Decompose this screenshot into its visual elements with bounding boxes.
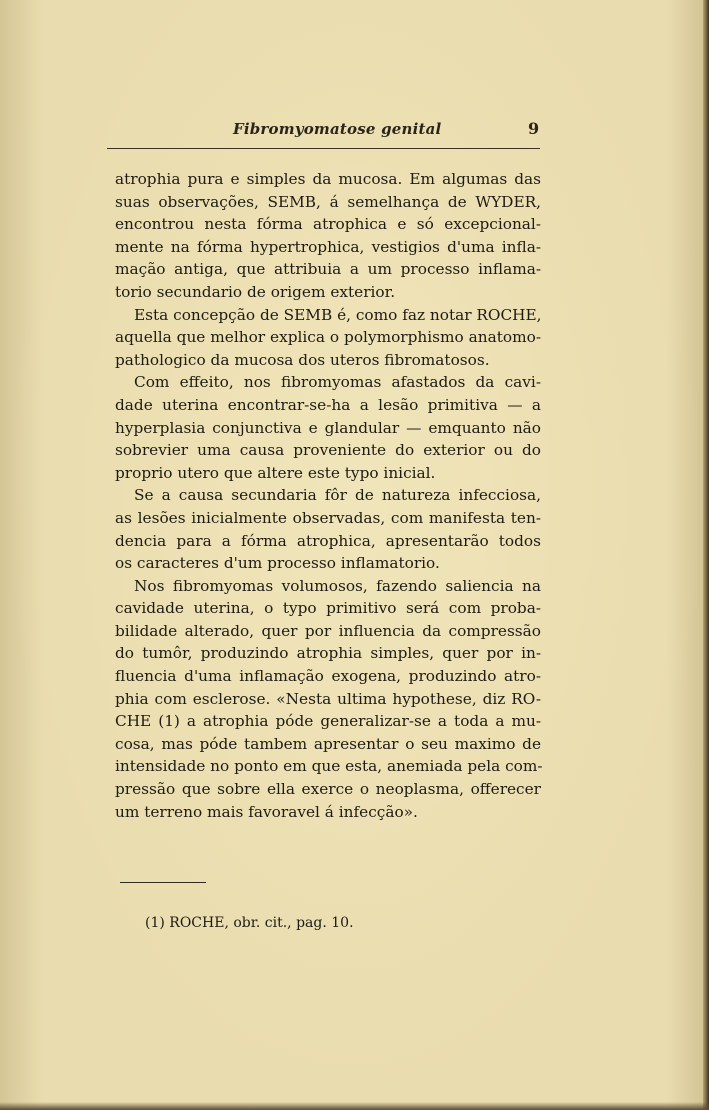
page-edge-bottom [0, 1102, 709, 1110]
text-line: proprio utero que altere este typo inicial. [115, 463, 436, 482]
text-line: intensidade no ponto em que esta, anemiada pela com- [115, 757, 543, 776]
text-line: do tumôr, produzindo atrophia simples, quer por in- [115, 644, 541, 663]
text-line: CHE (1) a atrophia póde generalizar-se a toda a mu- [115, 712, 541, 731]
footnote-rule [120, 882, 206, 883]
paragraph [115, 371, 541, 484]
text-line: suas observações, SEMB, á semelhança de WYDER, [115, 192, 541, 211]
paragraph [115, 575, 541, 824]
paragraph [115, 304, 541, 372]
paragraph [115, 168, 541, 304]
text-line: torio secundario de origem exterior. [115, 282, 396, 301]
text-line: sobrevier uma causa proveniente do exterior ou do [115, 441, 541, 460]
text-line: dencia para a fórma atrophica, apresentarão todos [115, 531, 541, 550]
body-text [115, 168, 541, 823]
text-line: cosa, mas póde tambem apresentar o seu maximo de [115, 734, 541, 753]
text-line: pressão que sobre ella exerce o neoplasma, offerecer [115, 780, 541, 799]
text-line: encontrou nesta fórma atrophica e só excepcional- [115, 215, 541, 234]
text-line: um terreno mais favoravel á infecção». [115, 802, 418, 821]
text-line: dade uterina encontrar-se-ha a lesão primitiva — a [115, 395, 541, 414]
header-rule [107, 148, 540, 149]
text-line: cavidade uterina, o typo primitivo será com proba- [115, 599, 541, 618]
page-number: 9 [528, 119, 540, 138]
text-line: fluencia d'uma inflamação exogena, produzindo atro- [115, 667, 541, 686]
text-line: mação antiga, que attribuia a um processo inflama- [115, 260, 541, 279]
text-line: bilidade alterado, quer por influencia da compressão [115, 621, 541, 640]
text-line: atrophia pura e simples da mucosa. Em algumas das [115, 170, 541, 188]
text-line: hyperplasia conjunctiva e glandular — emquanto não [115, 418, 541, 437]
text-line: Esta concepção de SEMB é, como faz notar ROCHE, [134, 305, 542, 324]
page-edge-right [703, 0, 709, 1110]
text-line: Se a causa secundaria fôr de natureza infecciosa, [134, 486, 541, 505]
footnote: (1) ROCHE, obr. cit., pag. 10. [145, 915, 354, 931]
text-line: Com effeito, nos fibromyomas afastados da cavi- [134, 373, 541, 392]
text-line: as lesões inicialmente observadas, com manifesta ten- [115, 508, 541, 527]
text-line: mente na fórma hypertrophica, vestigios d'uma infla- [115, 237, 541, 256]
paragraph [115, 484, 541, 574]
text-line: phia com esclerose. «Nesta ultima hypothese, diz RO- [115, 689, 541, 708]
text-line: Nos fibromyomas volumosos, fazendo saliencia na [134, 576, 541, 595]
text-line: pathologico da mucosa dos uteros fibromatosos. [115, 350, 490, 369]
text-line: os caracteres d'um processo inflamatorio. [115, 554, 440, 573]
running-head-title: Fibromyomatose genital [233, 120, 442, 138]
text-line: aquella que melhor explica o polymorphismo anatomo- [115, 328, 541, 347]
